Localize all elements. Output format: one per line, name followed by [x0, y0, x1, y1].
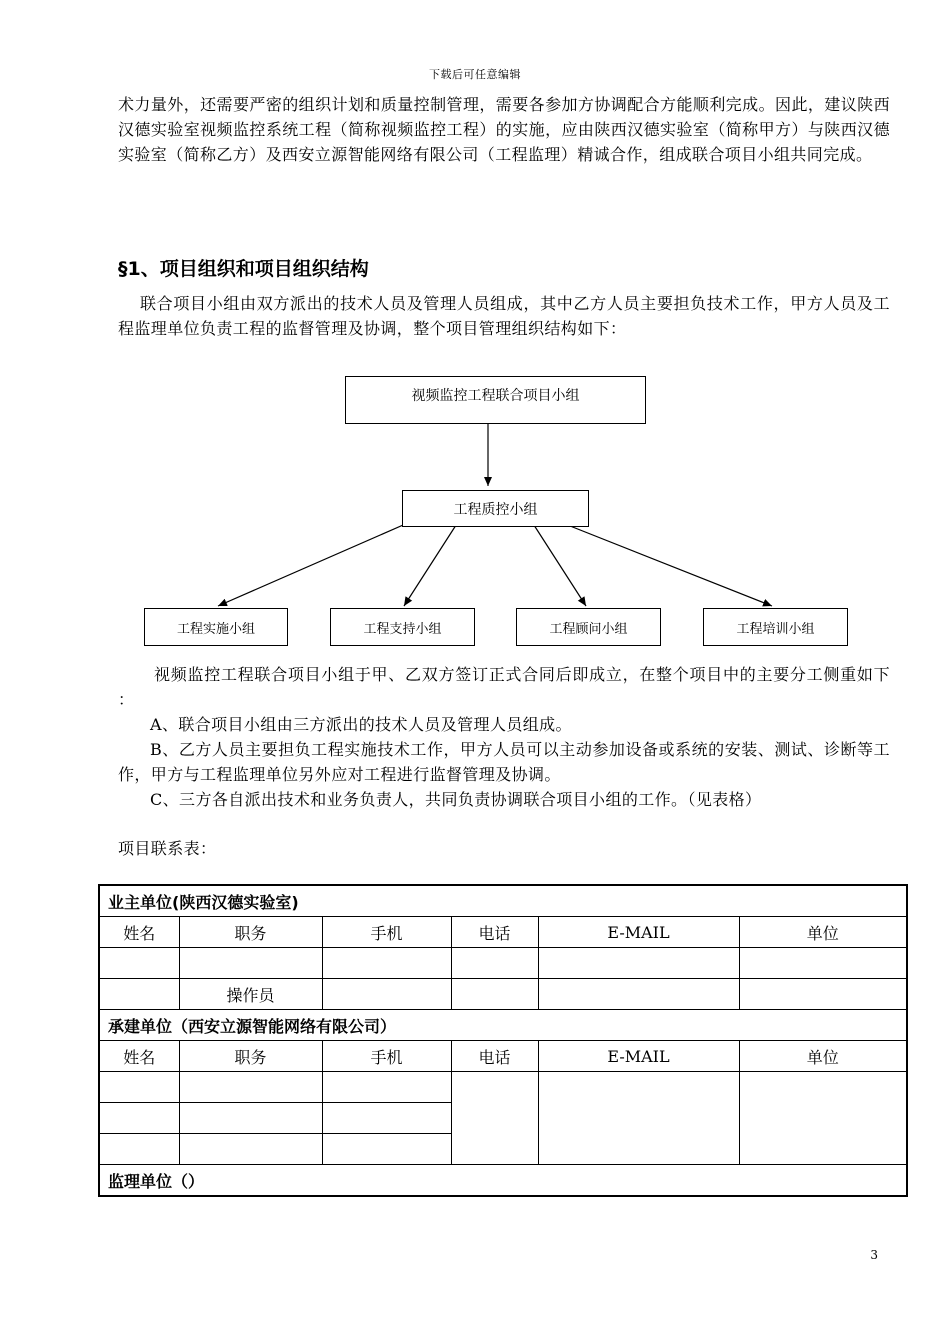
col-header-phone: 电话: [451, 917, 538, 948]
table-cell-merged: [538, 1072, 739, 1165]
col-header-name: 姓名: [99, 1041, 179, 1072]
col-header-phone: 电话: [451, 1041, 538, 1072]
page-number: 3: [870, 1248, 878, 1262]
table-cell: [99, 979, 179, 1010]
table-cell: [538, 948, 739, 979]
table-cell: [739, 979, 907, 1010]
contractor-section-row: [99, 1010, 907, 1041]
table-cell: [322, 1134, 451, 1165]
table-cell: [451, 948, 538, 979]
table-cell: [739, 948, 907, 979]
col-header-email: E-MAIL: [538, 1041, 739, 1072]
connector-to-implementation: [218, 522, 410, 606]
description-intro: 视频监控工程联合项目小组于甲、乙双方签订正式合同后即成立，在整个项目中的主要分工侧重如下 ：: [118, 665, 890, 709]
org-box-training: 工程培训小组: [703, 608, 848, 646]
table-cell: [538, 979, 739, 1010]
description-item-b: B、乙方人员主要担负工程实施技术工作，甲方人员可以主动参加设备或系统的安装、测试、诊断等工作，甲方与工程监理单位另外应对工程进行监督管理及协调。: [118, 740, 890, 784]
owner-header-row: [99, 917, 907, 948]
table-cell: [99, 1134, 179, 1165]
table-cell: [451, 979, 538, 1010]
table-caption: 项目联系表：: [118, 839, 217, 858]
col-header-position: 职务: [179, 917, 322, 948]
description-item-a: A、联合项目小组由三方派出的技术人员及管理人员组成。: [150, 715, 572, 734]
contractor-section-title: 承建单位（西安立源智能网络有限公司）: [99, 1010, 907, 1041]
col-header-unit: 单位: [739, 917, 907, 948]
owner-section-row: [99, 885, 907, 917]
owner-section-title: 业主单位(陕西汉德实验室): [99, 885, 907, 917]
section-heading: §1、项目组织和项目组织结构: [118, 258, 369, 280]
table-row: [99, 948, 907, 979]
table-cell: [322, 1103, 451, 1134]
table-cell: [179, 1134, 322, 1165]
table-cell: [99, 1072, 179, 1103]
col-header-name: 姓名: [99, 917, 179, 948]
col-header-mobile: 手机: [322, 1041, 451, 1072]
table-cell: [99, 948, 179, 979]
org-box-support: 工程支持小组: [330, 608, 475, 646]
table-cell: [179, 1103, 322, 1134]
table-cell: [322, 979, 451, 1010]
org-box-advisory: 工程顾问小组: [516, 608, 661, 646]
contact-table: [98, 884, 908, 1197]
supervisor-section-title: 监理单位（）: [99, 1165, 907, 1197]
org-box-quality-control: 工程质控小组: [402, 490, 589, 527]
contractor-header-row: [99, 1041, 907, 1072]
table-cell: [99, 1103, 179, 1134]
org-box-implementation: 工程实施小组: [144, 608, 288, 646]
table-cell-merged: [451, 1072, 538, 1165]
col-header-unit: 单位: [739, 1041, 907, 1072]
table-cell: [322, 948, 451, 979]
table-cell: [322, 1072, 451, 1103]
section-paragraph: 联合项目小组由双方派出的技术人员及管理人员组成，其中乙方人员主要担负技术工作，甲方人员及工程监理单位负责工程的监督管理及协调，整个项目管理组织结构如下：: [118, 294, 890, 338]
org-box-joint-group: 视频监控工程联合项目小组: [345, 376, 646, 424]
supervisor-section-row: [99, 1165, 907, 1197]
intro-paragraph: 术力量外，还需要严密的组织计划和质量控制管理，需要各参加方协调配合方能顺利完成。因此，建议陕西汉德实验室视频监控系统工程（简称视频监控工程）的实施，应由陕西汉德实验室（简称甲方）与陕西汉德实验室（简称乙方）及西安立源智能网络有限公司（工程监理）精诚合作，组成联合项目小组共同完成。: [118, 95, 890, 164]
table-cell: [179, 1072, 322, 1103]
table-row: [99, 1072, 907, 1103]
col-header-position: 职务: [179, 1041, 322, 1072]
col-header-mobile: 手机: [322, 917, 451, 948]
table-cell-merged: [739, 1072, 907, 1165]
table-row: [99, 979, 907, 1010]
connector-to-support: [404, 522, 458, 606]
page-header: 下载后可任意编辑: [429, 68, 521, 81]
table-cell: [179, 948, 322, 979]
connector-to-advisory: [532, 522, 586, 606]
connector-to-training: [560, 522, 772, 606]
col-header-email: E-MAIL: [538, 917, 739, 948]
description-item-c: C、三方各自派出技术和业务负责人，共同负责协调联合项目小组的工作。（见表格）: [150, 790, 762, 809]
owner-role-cell: 操作员: [179, 979, 322, 1010]
